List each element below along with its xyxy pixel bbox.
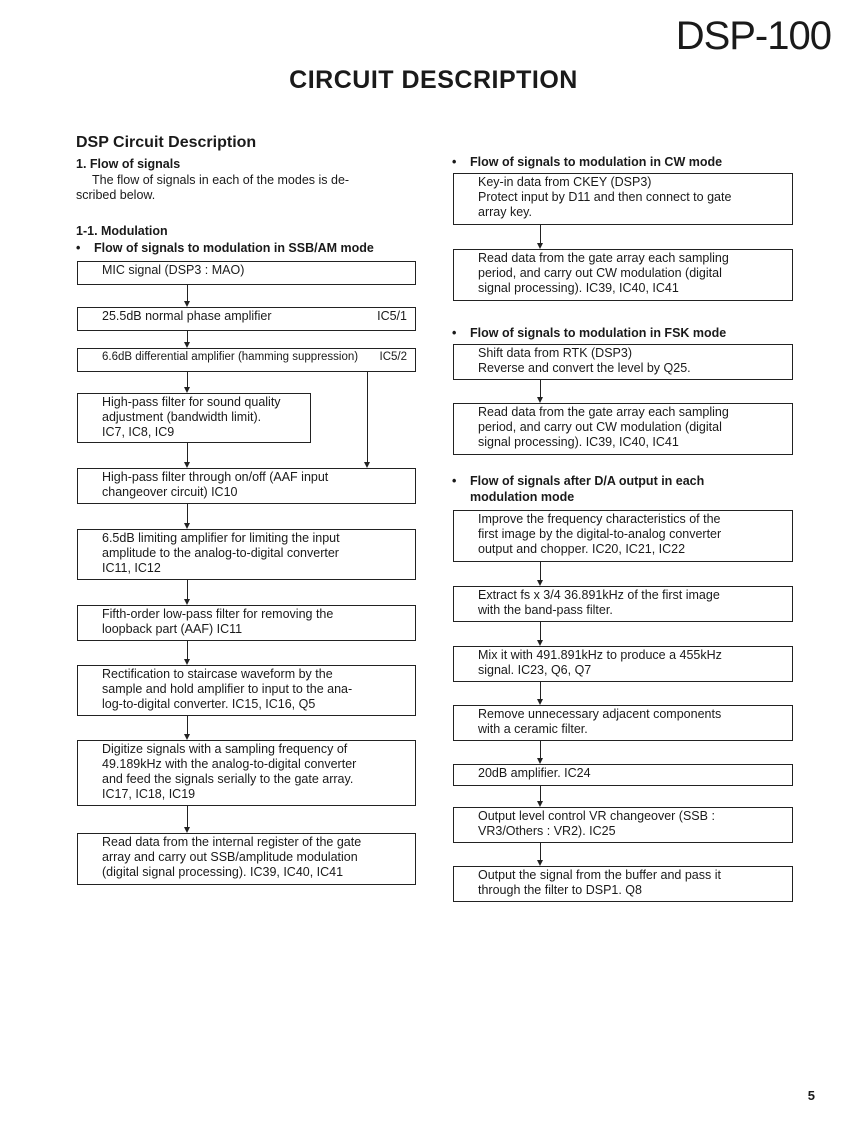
box-text: 6.5dB limiting amplifier for limiting the input	[102, 531, 340, 545]
ssb-am-heading	[76, 241, 374, 255]
box-text: Improve the frequency characteristics of the	[478, 512, 721, 526]
box-ceramic-filter	[453, 705, 793, 741]
box-text: Reverse and convert the level by Q25.	[478, 361, 691, 375]
connector	[540, 843, 541, 860]
arrow-down-icon	[184, 462, 190, 468]
box-text: IC17, IC18, IC19	[102, 787, 196, 801]
box-text: adjustment (bandwidth limit).	[102, 410, 262, 424]
box-text: Fifth-order low-pass filter for removing the	[102, 607, 334, 621]
box-sample-hold	[77, 665, 416, 716]
box-limiting-amplifier	[77, 529, 416, 580]
connector	[187, 372, 188, 387]
box-band-pass-filter	[453, 586, 793, 622]
arrow-down-icon	[537, 243, 543, 249]
flow-text-line-1: The flow of signals in each of the modes is de-	[92, 173, 350, 187]
box-frequency-characteristics	[453, 510, 793, 562]
arrow-down-icon	[184, 659, 190, 665]
box-text: array and carry out SSB/amplitude modulation	[102, 850, 358, 864]
box-text: Protect input by D11 and then connect to gate	[478, 190, 732, 204]
box-output-buffer	[453, 866, 793, 902]
arrow-down-icon	[537, 801, 543, 807]
box-text: log-to-digital converter. IC15, IC16, Q5	[102, 697, 316, 711]
bullet: •	[452, 326, 457, 340]
box-text: IC7, IC8, IC9	[102, 425, 175, 439]
box-cw-modulation	[453, 249, 793, 301]
box-mixer	[453, 646, 793, 682]
ssb-am-heading-text: Flow of signals to modulation in SSB/AM mode	[94, 241, 374, 255]
box-text: IC11, IC12	[102, 561, 161, 575]
box-text: through the filter to DSP1. Q8	[478, 883, 642, 897]
da-heading-text-1: Flow of signals after D/A output in each	[470, 474, 705, 488]
box-digitize	[77, 740, 416, 806]
box-text: signal processing). IC39, IC40, IC41	[478, 281, 679, 295]
arrow-down-icon	[184, 827, 190, 833]
box-text: sample and hold amplifier to input to the ana-	[102, 682, 353, 696]
box-text: Key-in data from CKEY (DSP3)	[478, 175, 652, 189]
arrow-down-icon	[537, 699, 543, 705]
box-high-pass-filter	[77, 393, 311, 443]
connector	[540, 225, 541, 243]
connector	[540, 562, 541, 580]
box-normal-phase-amplifier	[77, 307, 416, 331]
box-low-pass-filter	[77, 605, 416, 641]
box-text: array key.	[478, 205, 532, 219]
flow-heading: 1. Flow of signals	[76, 157, 181, 171]
box-text: Mix it with 491.891kHz to produce a 455kHz	[478, 648, 722, 662]
box-text: Digitize signals with a sampling frequency of	[102, 742, 348, 756]
arrow-down-icon	[184, 599, 190, 605]
box-text: 20dB amplifier. IC24	[478, 766, 591, 780]
section-title: DSP Circuit Description	[76, 134, 257, 151]
arrow-down-icon	[537, 580, 543, 586]
connector	[540, 741, 541, 758]
bullet: •	[76, 241, 81, 255]
connector	[187, 806, 188, 827]
connector	[187, 443, 188, 462]
arrow-down-icon	[537, 860, 543, 866]
box-text: first image by the digital-to-analog converter	[478, 527, 722, 541]
box-text: changeover circuit) IC10	[102, 485, 238, 499]
arrow-down-icon	[537, 758, 543, 764]
box-text: 25.5dB normal phase amplifier	[102, 309, 272, 323]
box-text: VR3/Others : VR2). IC25	[478, 824, 616, 838]
box-text: loopback part (AAF) IC11	[102, 622, 243, 636]
arrow-down-icon	[364, 462, 370, 468]
arrow-down-icon	[184, 734, 190, 740]
arrow-down-icon	[184, 523, 190, 529]
box-text: period, and carry out CW modulation (digital	[478, 420, 722, 434]
box-text: Output level control VR changeover (SSB :	[478, 809, 715, 823]
box-text: and feed the signals serially to the gate array.	[102, 772, 354, 786]
box-text: High-pass filter for sound quality	[102, 395, 281, 409]
box-text: Read data from the gate array each sampling	[478, 405, 729, 419]
box-text: with a ceramic filter.	[478, 722, 588, 736]
connector	[187, 641, 188, 659]
box-text: Shift data from RTK (DSP3)	[478, 346, 632, 360]
arrow-down-icon	[184, 301, 190, 307]
box-differential-amplifier	[77, 348, 416, 372]
model-number: DSP-100	[675, 14, 831, 58]
box-text: period, and carry out CW modulation (digital	[478, 266, 722, 280]
box-fsk-modulation	[453, 403, 793, 455]
arrow-down-icon	[184, 342, 190, 348]
box-text: with the band-pass filter.	[478, 603, 613, 617]
cw-heading	[452, 155, 722, 169]
connector	[187, 285, 188, 301]
box-20db-amplifier	[453, 764, 793, 786]
modulation-heading: 1-1. Modulation	[76, 224, 168, 238]
connector	[540, 622, 541, 640]
fsk-heading-text: Flow of signals to modulation in FSK mode	[470, 326, 727, 340]
connector	[187, 504, 188, 523]
connector	[540, 682, 541, 699]
flow-text-line-2: scribed below.	[76, 188, 156, 202]
connector	[187, 580, 188, 599]
box-rtk-shift	[453, 344, 793, 380]
bullet: •	[452, 474, 457, 488]
bypass-connector	[367, 372, 368, 462]
cw-heading-text: Flow of signals to modulation in CW mode	[470, 155, 723, 169]
arrow-down-icon	[184, 387, 190, 393]
ic-ref: IC5/1	[377, 309, 407, 323]
box-text: Rectification to staircase waveform by the	[102, 667, 333, 681]
box-text: signal processing). IC39, IC40, IC41	[478, 435, 679, 449]
box-aaf-changeover	[77, 468, 416, 504]
box-text: Extract fs x 3/4 36.891kHz of the first image	[478, 588, 720, 602]
box-text: (digital signal processing). IC39, IC40, IC41	[102, 865, 344, 879]
page-number: 5	[807, 1088, 815, 1103]
box-text: amplitude to the analog-to-digital converter	[102, 546, 339, 560]
box-ssb-modulation	[77, 833, 416, 885]
page-title: CIRCUIT DESCRIPTION	[289, 66, 578, 94]
box-text: Output the signal from the buffer and pass it	[478, 868, 721, 882]
box-text: Read data from the internal register of the gate	[102, 835, 362, 849]
connector	[187, 331, 188, 342]
fsk-heading	[452, 326, 726, 340]
arrow-down-icon	[537, 397, 543, 403]
box-text: 6.6dB differential amplifier (hamming suppression)	[102, 351, 359, 363]
da-heading-text-2: modulation mode	[470, 490, 575, 504]
connector	[540, 786, 541, 801]
box-text: 49.189kHz with the analog-to-digital converter	[102, 757, 357, 771]
da-heading	[452, 474, 704, 488]
box-text: signal. IC23, Q6, Q7	[478, 663, 592, 677]
box-text: Read data from the gate array each sampling	[478, 251, 729, 265]
box-text: Remove unnecessary adjacent components	[478, 707, 722, 721]
connector	[540, 380, 541, 397]
ic-ref: IC5/2	[379, 351, 407, 363]
bullet: •	[452, 155, 457, 169]
box-text: High-pass filter through on/off (AAF input	[102, 470, 329, 484]
box-ckey-input	[453, 173, 793, 225]
box-text: output and chopper. IC20, IC21, IC22	[478, 542, 686, 556]
box-text: MIC signal (DSP3 : MAO)	[102, 263, 245, 277]
arrow-down-icon	[537, 640, 543, 646]
box-mic-signal	[77, 261, 416, 285]
connector	[187, 716, 188, 734]
box-output-level-control	[453, 807, 793, 843]
